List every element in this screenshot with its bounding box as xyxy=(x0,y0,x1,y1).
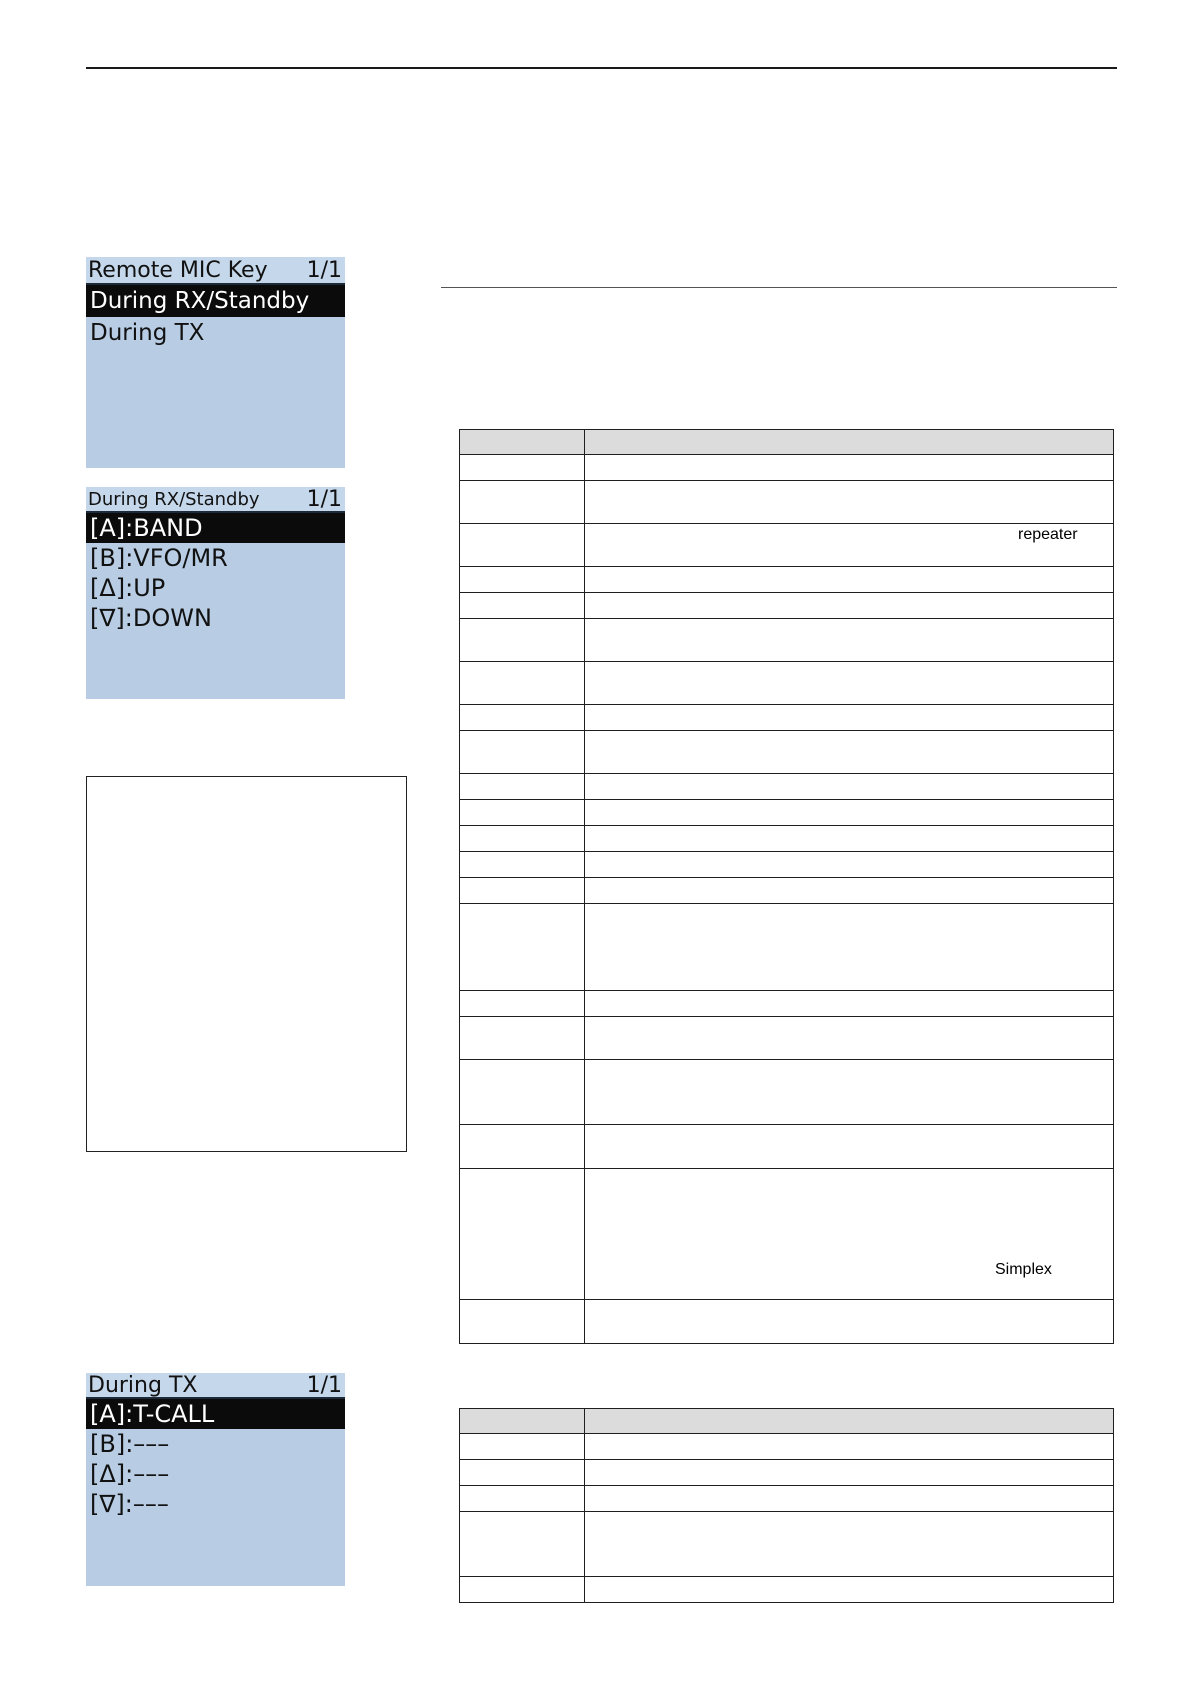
table-row xyxy=(460,1512,1114,1577)
lcd-header xyxy=(86,1373,345,1399)
lcd-title: During RX/Standby xyxy=(88,488,260,510)
table-row xyxy=(460,731,1114,774)
table-cell xyxy=(460,1512,585,1577)
lcd-during-tx xyxy=(86,1373,345,1586)
lcd-title: During TX xyxy=(88,1373,198,1398)
table-row xyxy=(460,852,1114,878)
table-row xyxy=(460,1486,1114,1512)
table-cell xyxy=(460,774,585,800)
table-cell xyxy=(585,991,1114,1017)
tx-function-table xyxy=(459,1408,1114,1603)
table-cell xyxy=(460,662,585,705)
table-cell xyxy=(585,731,1114,774)
key-assignment-down[interactable]: [∇]:––– xyxy=(90,1490,169,1518)
lcd-title: Remote MIC Key xyxy=(88,257,268,283)
table-cell xyxy=(460,481,585,524)
table-row xyxy=(460,705,1114,731)
table-cell xyxy=(585,826,1114,852)
table-cell xyxy=(460,800,585,826)
table-row xyxy=(460,593,1114,619)
table-cell xyxy=(460,1017,585,1060)
table-row xyxy=(460,1434,1114,1460)
table-cell xyxy=(585,1486,1114,1512)
table-cell xyxy=(585,1512,1114,1577)
table-header-cell xyxy=(460,430,585,455)
menu-item-during-tx[interactable]: During TX xyxy=(90,320,205,346)
table-header-cell xyxy=(585,430,1114,455)
table-cell xyxy=(460,1060,585,1125)
table-row xyxy=(460,524,1114,567)
table-row xyxy=(460,800,1114,826)
lcd-header xyxy=(86,257,345,285)
key-assignment-up[interactable]: [Δ]:––– xyxy=(90,1460,170,1488)
key-assignment-a[interactable]: [A]:T-CALL xyxy=(86,1399,345,1429)
table-cell xyxy=(460,878,585,904)
table-cell xyxy=(585,1017,1114,1060)
table-row xyxy=(460,455,1114,481)
table-row xyxy=(460,481,1114,524)
table-row xyxy=(460,1460,1114,1486)
table-cell xyxy=(460,593,585,619)
table-cell xyxy=(585,481,1114,524)
note-box xyxy=(86,776,407,1152)
table-cell xyxy=(460,619,585,662)
table-row xyxy=(460,1060,1114,1125)
table-cell xyxy=(460,524,585,567)
lcd-page-indicator: 1/1 xyxy=(306,1373,342,1398)
table-row xyxy=(460,991,1114,1017)
table-cell xyxy=(460,731,585,774)
table-cell xyxy=(460,826,585,852)
table-row xyxy=(460,1300,1114,1344)
table-cell xyxy=(585,593,1114,619)
key-assignment-b[interactable]: [B]:––– xyxy=(90,1430,170,1458)
table-row xyxy=(460,1577,1114,1603)
table-row xyxy=(460,1017,1114,1060)
table-cell xyxy=(585,1300,1114,1344)
lcd-page-indicator: 1/1 xyxy=(306,487,342,512)
key-assignment-down[interactable]: [∇]:DOWN xyxy=(90,604,212,632)
table-cell xyxy=(585,904,1114,991)
table-row xyxy=(460,826,1114,852)
table-cell xyxy=(460,1434,585,1460)
menu-item-during-rx-standby[interactable]: During RX/Standby xyxy=(86,285,345,317)
table-cell xyxy=(460,567,585,593)
key-assignment-up[interactable]: [Δ]:UP xyxy=(90,574,166,602)
lcd-header xyxy=(86,487,345,513)
section-rule xyxy=(441,287,1117,288)
table-cell xyxy=(460,705,585,731)
table-cell xyxy=(585,524,1114,567)
table-cell xyxy=(585,1577,1114,1603)
table-row xyxy=(460,878,1114,904)
table-row xyxy=(460,1125,1114,1169)
table-cell xyxy=(585,1125,1114,1169)
table-row xyxy=(460,662,1114,705)
lcd-remote-mic-key xyxy=(86,257,345,468)
table-row xyxy=(460,567,1114,593)
table-cell xyxy=(585,705,1114,731)
table-row xyxy=(460,904,1114,991)
table-cell xyxy=(460,1577,585,1603)
table-cell xyxy=(460,1300,585,1344)
table-cell xyxy=(585,619,1114,662)
table-row xyxy=(460,774,1114,800)
table-row xyxy=(460,619,1114,662)
table-cell xyxy=(585,878,1114,904)
table-header-cell xyxy=(460,1409,585,1434)
table-header-row xyxy=(460,430,1114,455)
table-cell xyxy=(460,1460,585,1486)
table-cell xyxy=(585,1060,1114,1125)
table-cell xyxy=(585,455,1114,481)
table-cell xyxy=(460,991,585,1017)
table-cell xyxy=(585,1460,1114,1486)
table-cell xyxy=(585,662,1114,705)
key-assignment-a[interactable]: [A]:BAND xyxy=(86,513,345,543)
row-text-repeater: repeater xyxy=(1018,526,1078,543)
table-cell xyxy=(585,1434,1114,1460)
table-cell xyxy=(585,800,1114,826)
table-cell xyxy=(460,1169,585,1300)
table-cell xyxy=(460,904,585,991)
page-top-rule xyxy=(86,67,1117,69)
lcd-page-indicator: 1/1 xyxy=(306,257,342,283)
table-row xyxy=(460,1169,1114,1300)
rx-standby-function-table xyxy=(459,429,1114,1344)
table-cell xyxy=(585,567,1114,593)
table-header-cell xyxy=(585,1409,1114,1434)
table-cell xyxy=(585,774,1114,800)
table-cell xyxy=(460,455,585,481)
row-text-simplex: Simplex xyxy=(995,1261,1052,1278)
table-cell xyxy=(460,1486,585,1512)
table-cell xyxy=(585,1169,1114,1300)
lcd-during-rx-standby xyxy=(86,487,345,699)
table-cell xyxy=(460,1125,585,1169)
table-cell xyxy=(460,852,585,878)
key-assignment-b[interactable]: [B]:VFO/MR xyxy=(90,544,228,572)
table-header-row xyxy=(460,1409,1114,1434)
table-cell xyxy=(585,852,1114,878)
